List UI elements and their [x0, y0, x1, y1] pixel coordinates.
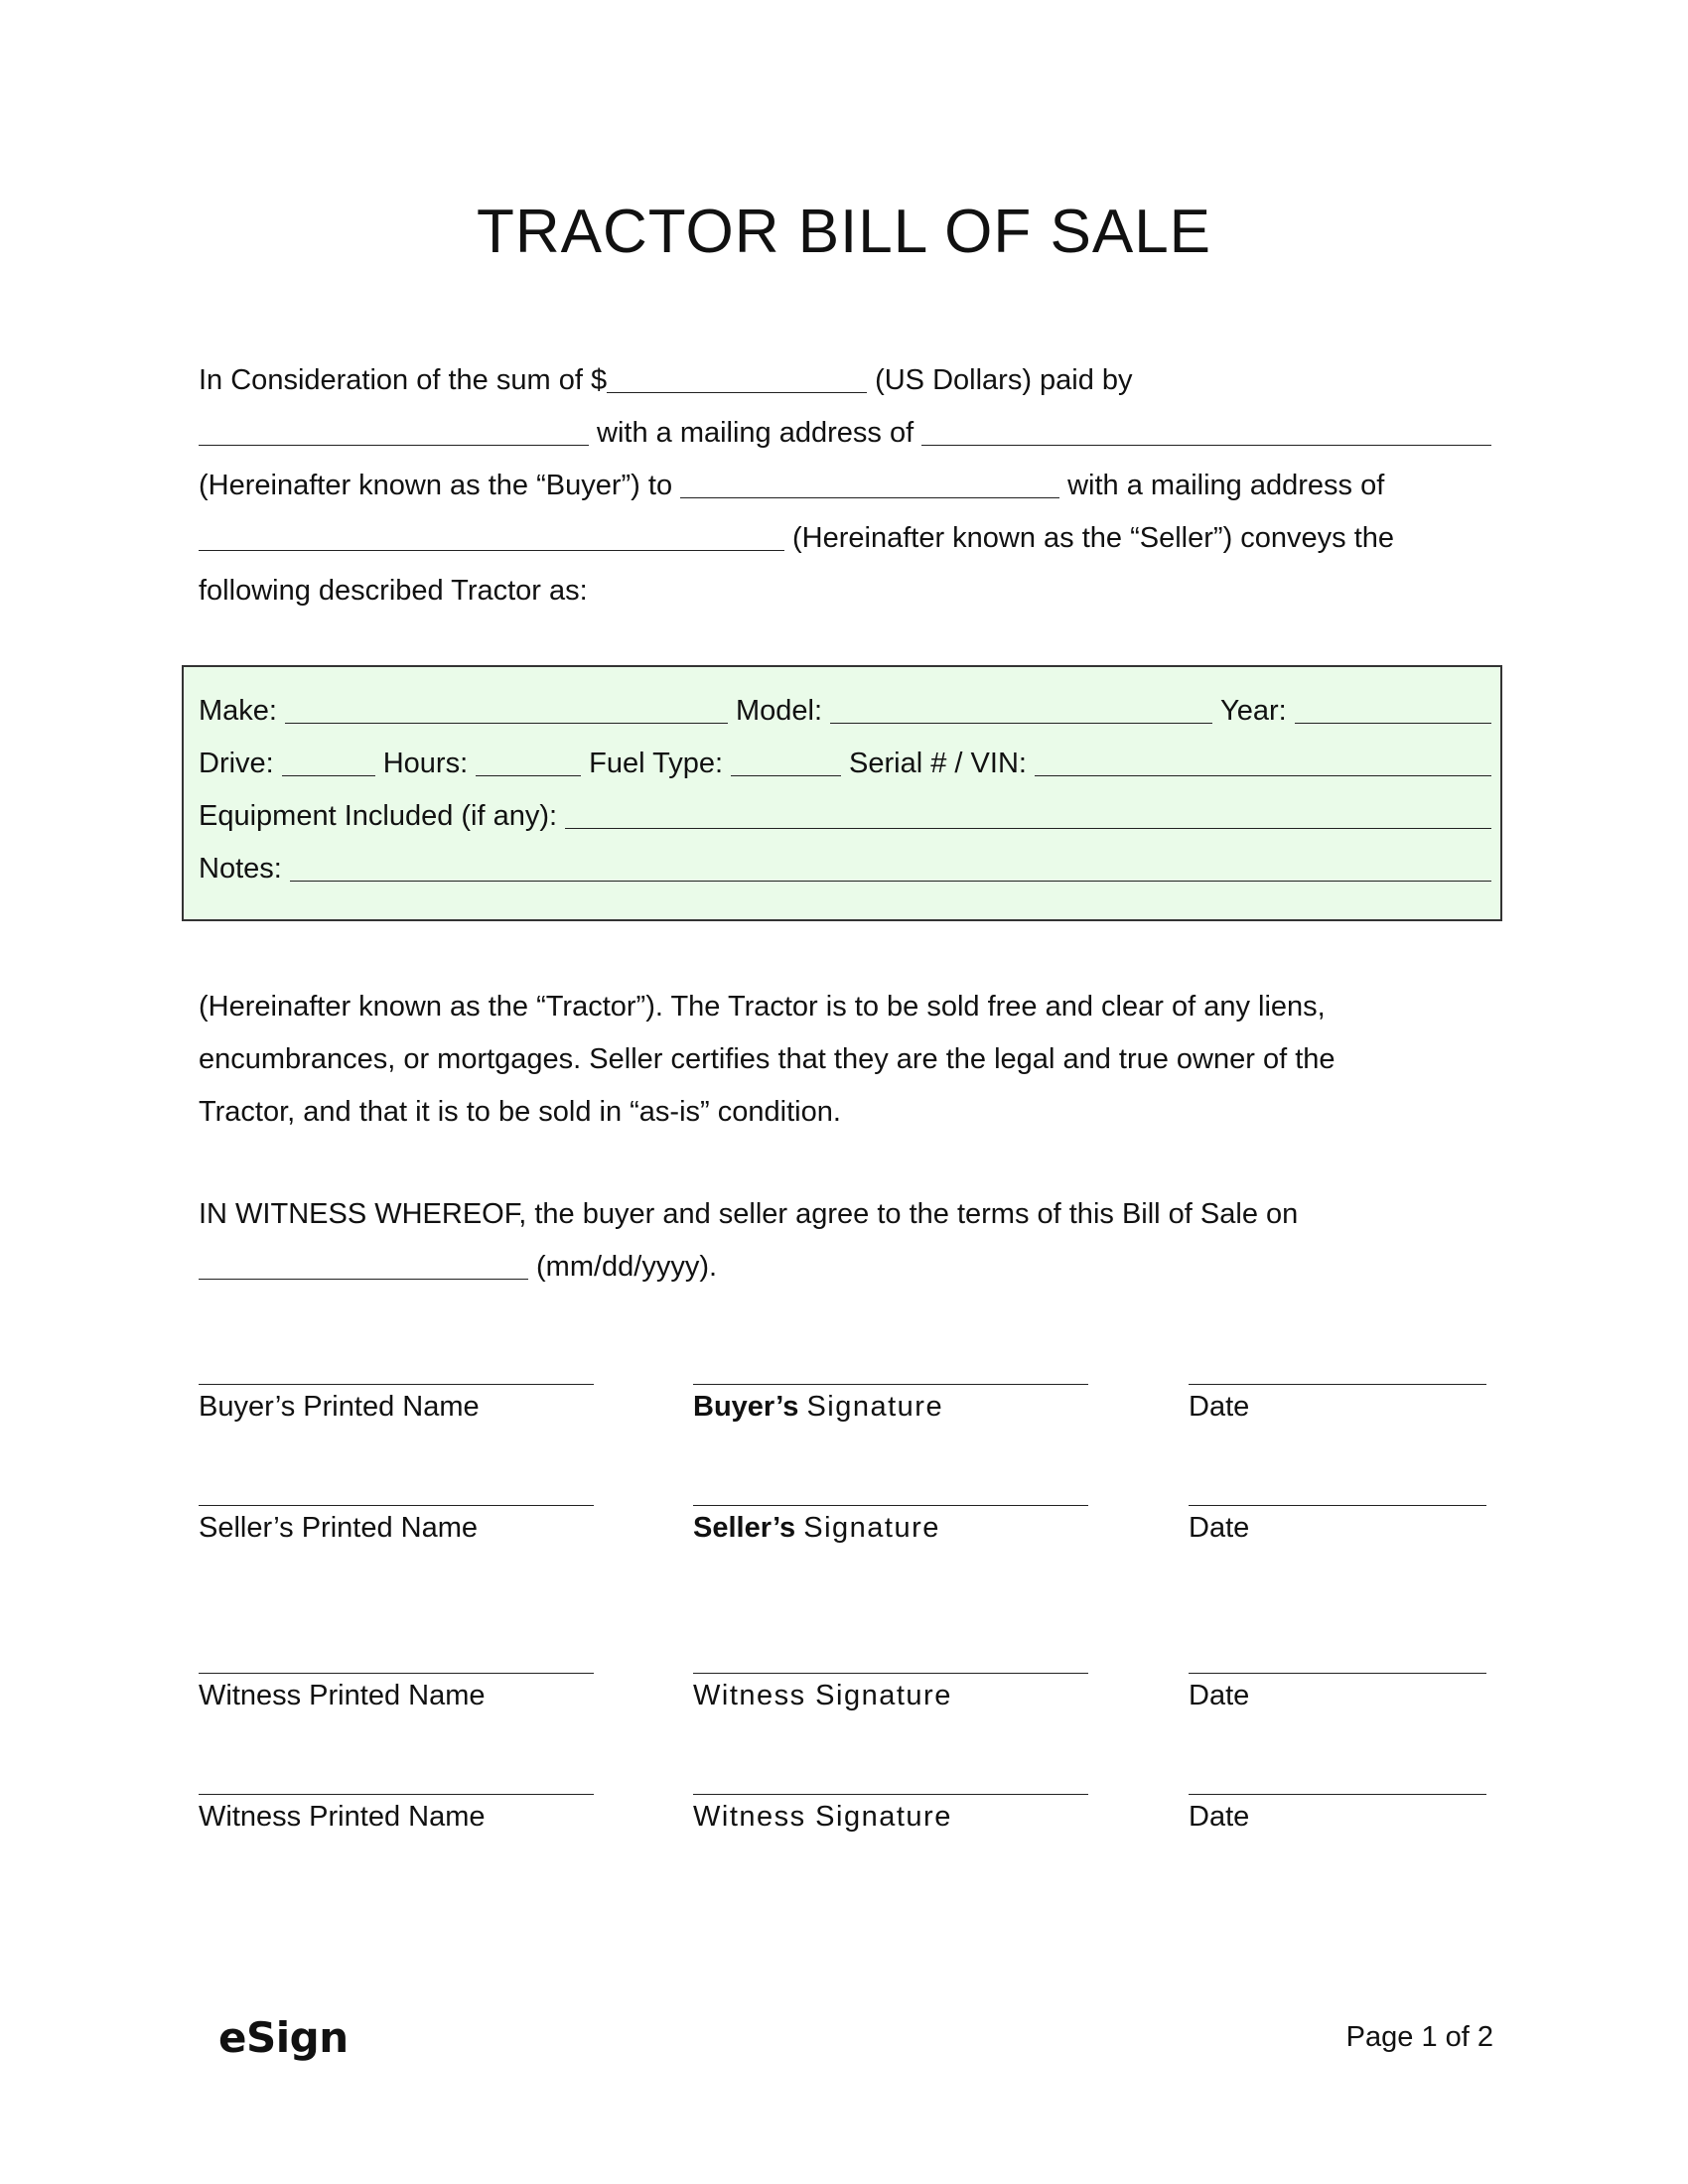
seller-printed-name-label: Seller’s Printed Name [199, 1512, 478, 1544]
intro-text: In Consideration of the sum of $ [199, 364, 608, 396]
terms-line: (Hereinafter known as the “Tractor”). The Tractor is to be sold free and clear of any liens, [199, 991, 1326, 1023]
intro-text: (US Dollars) paid by [875, 364, 1133, 396]
witness-1-date-line[interactable] [1189, 1673, 1486, 1674]
date-format-text: (mm/dd/yyyy). [536, 1251, 718, 1283]
seller-address-field[interactable] [199, 520, 784, 551]
intro-line-4 [199, 515, 1491, 555]
intro-text: (Hereinafter known as the “Seller”) conveys the [792, 522, 1395, 554]
terms-paragraph [199, 981, 1509, 1139]
witness-2-printed-name-line[interactable] [199, 1794, 594, 1795]
tractor-row-2 [199, 741, 1491, 780]
tractor-row-3 [199, 793, 1491, 833]
buyer-date-line[interactable] [1189, 1384, 1486, 1385]
buyer-signature-label [693, 1391, 943, 1424]
witness-line-1 [199, 1191, 1491, 1231]
sum-field[interactable] [607, 362, 867, 393]
seller-date-label: Date [1189, 1512, 1250, 1544]
drive-field[interactable] [282, 746, 375, 776]
serial-label: Serial # / VIN: [849, 748, 1027, 779]
model-label: Model: [735, 695, 823, 727]
buyer-signature-word: Signature [806, 1391, 944, 1423]
witness-2-date-line[interactable] [1189, 1794, 1486, 1795]
witness-1-signature-line[interactable] [693, 1673, 1088, 1674]
witness-2-signature-line[interactable] [693, 1794, 1088, 1795]
year-field[interactable] [1295, 693, 1491, 724]
fuel-type-label: Fuel Type: [589, 748, 724, 779]
intro-text: following described Tractor as: [199, 575, 588, 607]
intro-text: with a mailing address of [597, 417, 914, 449]
seller-signature-bold: Seller’s [693, 1512, 796, 1544]
intro-line-2 [199, 410, 1491, 450]
intro-text: (Hereinafter known as the “Buyer”) to [199, 470, 673, 501]
terms-line: Tractor, and that it is to be sold in “as-is” condition. [199, 1096, 841, 1128]
page-title: TRACTOR BILL OF SALE [476, 198, 1212, 266]
seller-signature-label [693, 1512, 940, 1545]
buyer-printed-name-label: Buyer’s Printed Name [199, 1391, 480, 1423]
equipment-label: Equipment Included (if any): [199, 800, 558, 832]
seller-printed-name-line[interactable] [199, 1505, 594, 1506]
seller-date-line[interactable] [1189, 1505, 1486, 1506]
terms-line: encumbrances, or mortgages. Seller certifies that they are the legal and true owner of the [199, 1043, 1336, 1075]
intro-line-3 [199, 463, 1491, 502]
buyer-printed-name-line[interactable] [199, 1384, 594, 1385]
witness-line-2 [199, 1244, 1491, 1284]
serial-field[interactable] [1035, 746, 1491, 776]
equipment-field[interactable] [565, 798, 1491, 829]
buyer-address-field[interactable] [921, 415, 1491, 446]
intro-line-5 [199, 568, 1491, 608]
model-field[interactable] [830, 693, 1212, 724]
seller-signature-word: Signature [803, 1512, 940, 1544]
witness-1-signature-label: Witness Signature [693, 1680, 952, 1711]
agreement-date-field[interactable] [199, 1249, 528, 1280]
notes-field[interactable] [290, 851, 1491, 882]
page-number: Page 1 of 2 [1345, 2021, 1493, 2053]
buyer-signature-line[interactable] [693, 1384, 1088, 1385]
esign-logo: eSign [218, 2013, 349, 2062]
notes-label: Notes: [199, 853, 282, 885]
hours-field[interactable] [476, 746, 581, 776]
witness-text: IN WITNESS WHEREOF, the buyer and seller agree to the terms of this Bill of Sale on [199, 1198, 1299, 1230]
witness-1-printed-name-label: Witness Printed Name [199, 1680, 486, 1711]
fuel-type-field[interactable] [731, 746, 841, 776]
make-label: Make: [199, 695, 277, 727]
tractor-row-4 [199, 846, 1491, 886]
buyer-name-field[interactable] [199, 415, 589, 446]
witness-1-printed-name-line[interactable] [199, 1673, 594, 1674]
seller-signature-line[interactable] [693, 1505, 1088, 1506]
intro-text: with a mailing address of [1067, 470, 1385, 501]
tractor-row-1 [199, 688, 1491, 728]
year-label: Year: [1220, 695, 1287, 727]
drive-label: Drive: [199, 748, 274, 779]
hours-label: Hours: [382, 748, 469, 779]
witness-2-date-label: Date [1189, 1801, 1250, 1833]
buyer-signature-bold: Buyer’s [693, 1391, 799, 1423]
witness-2-signature-label: Witness Signature [693, 1801, 952, 1833]
witness-1-date-label: Date [1189, 1680, 1250, 1711]
intro-line-1 [199, 357, 1491, 397]
buyer-date-label: Date [1189, 1391, 1250, 1423]
make-field[interactable] [285, 693, 728, 724]
seller-name-field[interactable] [680, 468, 1059, 498]
witness-2-printed-name-label: Witness Printed Name [199, 1801, 486, 1833]
